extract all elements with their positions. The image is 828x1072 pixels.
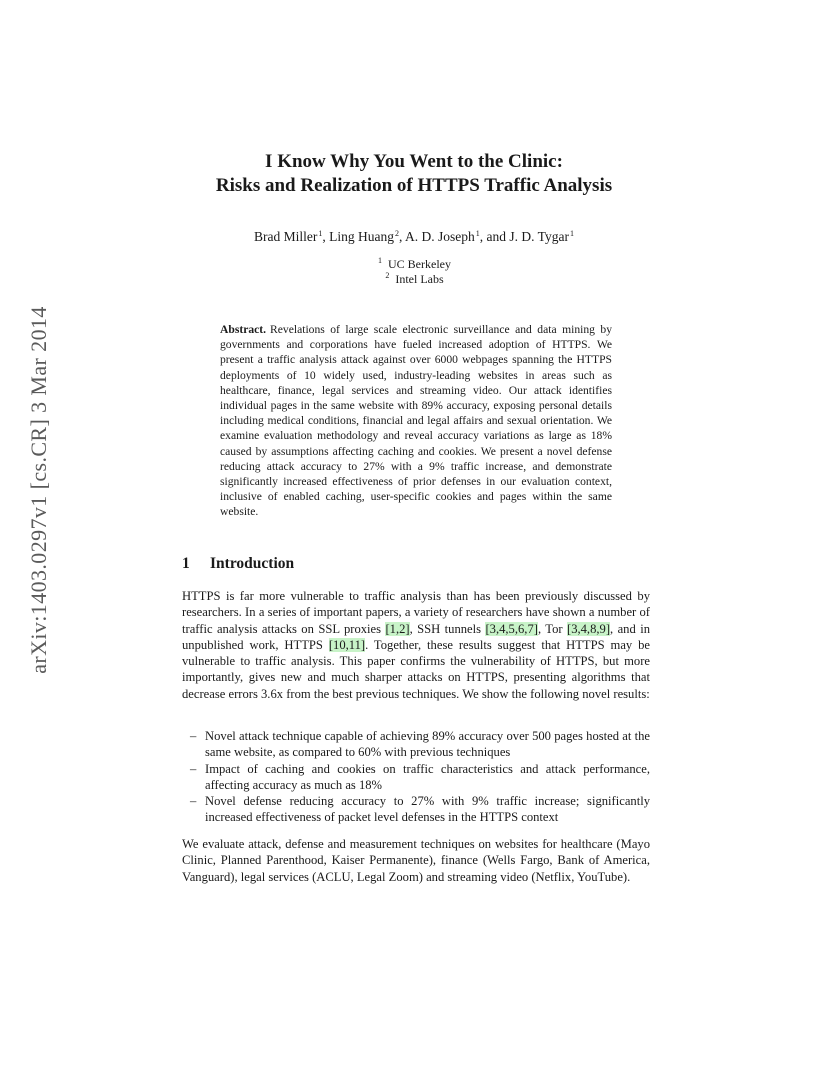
list-marker: – — [190, 761, 197, 776]
paragraph-text: , and in unpublished work, HTTPS — [182, 621, 650, 652]
affiliation-name: UC Berkeley — [388, 257, 451, 271]
author-name: A. D. Joseph — [405, 229, 475, 244]
author-affil-mark: 1 — [475, 229, 480, 238]
list-marker: – — [190, 729, 197, 743]
list-item-text: Impact of caching and cookies on traffic characteristics and attack performance, affecting accuracy as much as 18% — [205, 761, 650, 792]
paper-title — [0, 150, 828, 198]
paragraph-text: HTTPS is far more vulnerable to traffic analysis than has been previously discussed by researchers. In a series of important papers, a variety of researchers have shown a number of traffic analysis attacks on SSL proxies — [182, 589, 650, 636]
author-name: Ling Huang — [329, 229, 395, 244]
affiliation — [0, 257, 828, 272]
list-item — [182, 728, 650, 761]
paragraph-text: . Together, these results suggest that HTTPS may be vulnerable to traffic analysis. This paper confirms the vulnerability of HTTPS, but more importantly, gives new and much sharper attacks on HTTPS, presenting algorithms that decrease errors 3.6x from the best previous techniques. We show the following novel results: — [182, 637, 651, 701]
author-list — [0, 228, 828, 246]
author-separator: , — [399, 229, 406, 244]
paragraph-text: , SSH tunnels — [409, 621, 486, 636]
author-name: J. D. Tygar — [509, 229, 569, 244]
citation-link[interactable]: [3,4,8,9] — [567, 621, 611, 636]
affiliation-mark: 2 — [385, 271, 390, 280]
list-marker: – — [190, 794, 197, 809]
affiliation-name: Intel Labs — [395, 272, 444, 286]
affiliations — [0, 257, 828, 287]
list-item — [182, 761, 650, 794]
section-title: Introduction — [210, 555, 295, 572]
section-number: 1 — [182, 555, 190, 572]
list-item — [182, 793, 650, 826]
arxiv-stamp-text: arXiv:1403.0297v1 [cs.CR] 3 Mar 2014 — [26, 306, 51, 674]
author-affil-mark: 1 — [318, 229, 323, 238]
title-line-1: I Know Why You Went to the Clinic: — [265, 151, 563, 172]
section-heading — [182, 555, 294, 573]
author-affil-mark: 1 — [569, 229, 574, 238]
author-separator: , and — [479, 229, 510, 244]
abstract — [220, 322, 612, 520]
arxiv-stamp — [24, 296, 54, 684]
author-separator: , — [322, 229, 330, 244]
citation-link[interactable]: [3,4,5,6,7] — [485, 621, 538, 636]
citation-link[interactable]: [1,2] — [385, 621, 410, 636]
list-item-text: Novel attack technique capable of achieving 89% accuracy over 500 pages hosted at the same website, as compared to 60% with previous techniques — [205, 729, 650, 760]
abstract-label: Abstract. — [220, 323, 267, 336]
abstract-text: Revelations of large scale electronic surveillance and data mining by governments and corporations have fueled increased adoption of HTTPS. We present a traffic analysis attack against over 6000 webpages spanning the HTTPS deployments of 10 widely used, industry-leading websites in areas such as healthcare, finance, legal services and streaming video. Our attack identifies individual pages in the same website with 89% accuracy, exposing personal details including medical conditions, financial and legal affairs and sexual orientation. We examine evaluation methodology and reveal accuracy variations as large as 18% caused by assumptions affecting caching and cookies. We present a novel defense reducing attack accuracy to 27% with a 9% traffic increase, and demonstrate significantly increased effectiveness of prior defenses in our evaluation context, inclusive of enabled caching, user-specific cookies and pages within the same website. — [220, 323, 612, 519]
intro-paragraph-1 — [182, 588, 650, 702]
citation-link[interactable]: [10,11] — [328, 637, 366, 652]
affiliation — [0, 272, 828, 287]
author-affil-mark: 2 — [395, 229, 400, 238]
title-line-2: Risks and Realization of HTTPS Traffic Analysis — [215, 175, 613, 196]
affiliation-mark: 1 — [378, 256, 382, 265]
intro-paragraph-2: We evaluate attack, defense and measurement techniques on websites for healthcare (Mayo Clinic, Planned Parenthood, Kaiser Permanente), finance (Wells Fargo, Bank of America, Vanguard), legal services (ACLU, Legal Zoom) and streaming video (Netflix, YouTube). — [182, 837, 650, 884]
results-list — [182, 728, 650, 826]
author-name: Brad Miller — [254, 229, 318, 244]
paragraph-text: , Tor — [537, 621, 567, 636]
list-item-text: Novel defense reducing accuracy to 27% with 9% traffic increase; significantly increased effectiveness of packet level defenses in the HTTPS context — [205, 794, 650, 825]
